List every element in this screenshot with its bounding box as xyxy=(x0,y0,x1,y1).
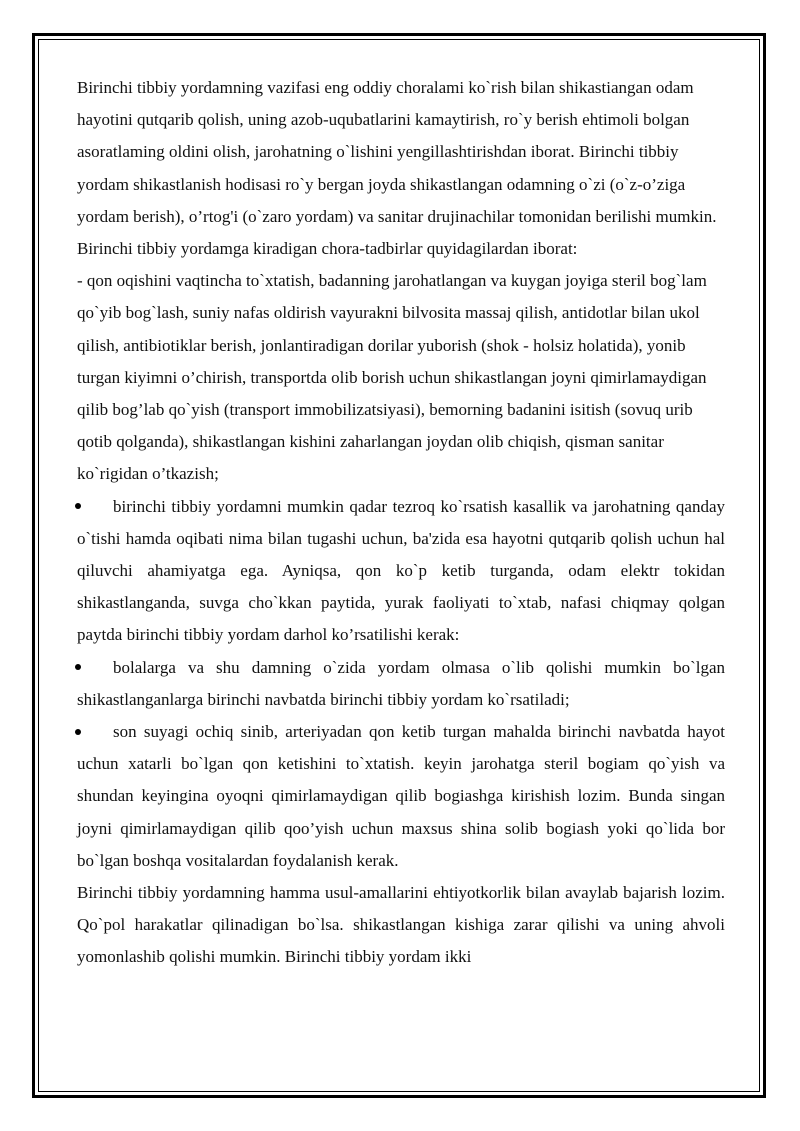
bullet-text: son suyagi ochiq sinib, arteriyadan qon ketib turgan mahalda birinchi navbatda hayot uchun xatarli bo`lgan qon ketishini to`xtatish. keyin jarohatga steril bogiam qo`yish va shundan keyingina oyoqni qimirlamaydigan qilib bogiashga kirishish lozim. Bunda singan joyni qimirlamaydigan qilib qoo’yish uchun maxsus shina solib bogiash yoki qo`lida bor bo`lgan boshqa vositalardan foydalanish kerak. xyxy=(77,722,725,870)
bullet-text: birinchi tibbiy yordamni mumkin qadar tezroq ko`rsatish kasallik va jarohatning qanday o`tishi hamda oqibati nima bilan tugashi uchun, ba'zida esa hayotni qutqarib qolish uchun hal qiluvchi ahamiyatga ega. Ayniqsa, qon ko`p ketib turganda, odam elektr tokidan shikastlanganda, suvga cho`kkan paytida, yurak faoliyati to`xtab, nafasi chiqmay qolgan paytda birinchi tibbiy yordam darhol ko’rsatilishi kerak: xyxy=(77,496,725,645)
intro-paragraph: Birinchi tibbiy yordamning vazifasi eng oddiy choralami ko`rish bilan shikastiangan odam hayotini qutqarib qolish, uning azob-uqubatlarini kamaytirish, ro`y berish ehtimoli bolgan asoratlaming oldini olish, jarohatning o`lishini yengillashtirishdan iborat. Birinchi tibbiy yordam shikastlanish hodisasi ro`y bergan joyda shikastlangan odamning o`zi (o`z-o’ziga yordam berish), o’rtog'i (o`zaro yordam) va sanitar drujinachilar tomonidan berilishi mumkin. Birinchi tibbiy yordamga kiradigan chora-tadbirlar quyidagilardan iborat: xyxy=(77,78,717,259)
measures-paragraph: - qon oqishini vaqtincha to`xtatish, badanning jarohatlangan va kuygan joyiga steril bog`lam qo`yib bog`lash, suniy nafas oldirish vayurakni bilvosita massaj qilish, antidotlar bilan ukol qilish, antibiotiklar berish, jonlantiradigan dorilar yuborish (shok - holsiz holatida), yonib turgan kiyimni o’chirish, transportda olib borish uchun shikastlangan joyni qimirlamaydigan qilib bog’lab qo`yish (transport immobilizatsiyasi), bemorning badanini isitish (sovuq urib qotib qolganda), shikastlangan kishini zaharlangan joydan olib chiqish, qisman sanitar ko`rigidan o’tkazish; xyxy=(77,271,707,484)
bullet-icon xyxy=(75,491,111,523)
bullet-item-2 xyxy=(77,652,725,716)
bullet-item-3 xyxy=(77,716,725,877)
bullet-text: bolalarga va shu damning o`zida yordam olmasa o`lib qolishi mumkin bo`lgan shikastlanganlarga birinchi navbatda birinchi tibbiy yordam ko`rsatiladi; xyxy=(77,657,725,709)
bullet-item-1 xyxy=(77,491,725,652)
bullet-icon xyxy=(75,652,111,684)
document-body xyxy=(77,72,725,974)
closing-paragraph: Birinchi tibbiy yordamning hamma usul-amallarini ehtiyotkorlik bilan avaylab bajarish lozim. Qo`pol harakatlar qilinadigan bo`lsa. shikastlangan kishiga zarar qilishi va uning ahvoli yomonlashib qolishi mumkin. Birinchi tibbiy yordam ikki xyxy=(77,883,725,967)
bullet-icon xyxy=(75,716,111,748)
